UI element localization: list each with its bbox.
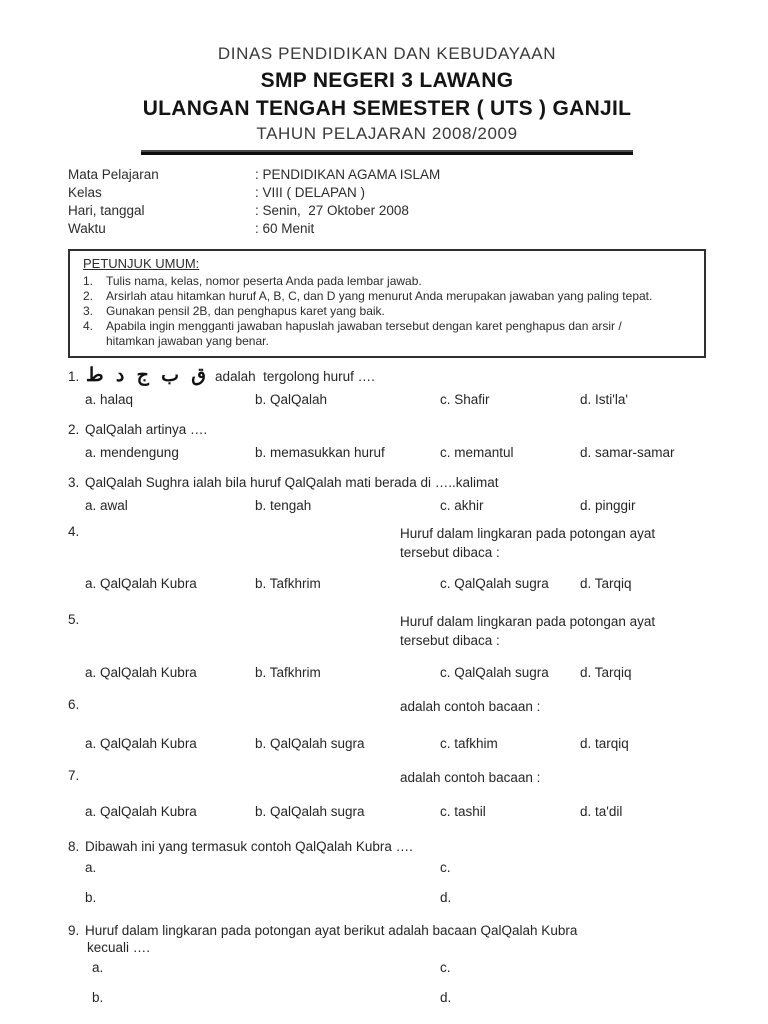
- question-7: [68, 768, 706, 820]
- instruction-item: [83, 289, 696, 304]
- option-d: d. Isti'la': [580, 391, 628, 407]
- option-a: a. mendengung: [85, 444, 179, 460]
- question-text-line2: kecuali ….: [87, 940, 151, 955]
- question-6-stem: [68, 697, 706, 714]
- double-rule-divider: [141, 150, 633, 155]
- exam-title: ULANGAN TENGAH SEMESTER ( UTS ) GANJIL: [142, 97, 632, 120]
- question-side-text: Huruf dalam lingkaran pada potongan ayat tersebut dibaca :: [400, 614, 656, 648]
- question-2: [68, 421, 706, 461]
- instruction-number: 1.: [83, 274, 94, 288]
- question-8-options-row2: [85, 890, 706, 907]
- question-text: adalah tergolong huruf ….: [215, 368, 375, 384]
- option-d: d. tarqiq: [580, 735, 629, 751]
- question-text: QalQalah artinya ….: [85, 422, 208, 437]
- option-a: a. QalQalah Kubra: [85, 735, 197, 751]
- question-7-stem: [68, 768, 706, 785]
- option-a: a. QalQalah Kubra: [85, 664, 197, 680]
- instruction-item: [83, 274, 696, 289]
- question-3-options: [85, 496, 706, 514]
- meta-value: : PENDIDIKAN AGAMA ISLAM: [255, 167, 441, 182]
- option-b: b. Tafkhrim: [255, 664, 321, 680]
- question-7-options: [85, 802, 706, 820]
- option-d: d. ta'dil: [580, 803, 623, 819]
- question-number: 8.: [68, 839, 80, 854]
- question-number: 5.: [68, 612, 80, 627]
- option-b: b. QalQalah sugra: [255, 735, 365, 751]
- question-number: 6.: [68, 697, 80, 712]
- option-d: d.: [440, 990, 452, 1005]
- option-a: a. halaq: [85, 391, 134, 407]
- question-number: 4.: [68, 524, 80, 539]
- option-a: a. QalQalah Kubra: [85, 575, 197, 591]
- question-5-options: [85, 663, 706, 681]
- instruction-item: [83, 319, 696, 349]
- question-1: [68, 363, 706, 408]
- arabic-letters: ق ب ج د ط: [86, 365, 207, 386]
- instructions-box: [68, 249, 706, 358]
- option-b: b. QalQalah sugra: [255, 803, 365, 819]
- exam-meta: [68, 167, 706, 239]
- question-number: 2.: [68, 422, 80, 437]
- question-1-options: [85, 390, 706, 408]
- option-b: b.: [85, 890, 97, 905]
- instruction-number: 2.: [83, 289, 94, 303]
- instructions-title: PETUNJUK UMUM:: [83, 256, 200, 271]
- question-9-options-row2: [92, 990, 706, 1007]
- question-1-stem: [68, 363, 706, 389]
- question-3-stem: [68, 474, 706, 491]
- question-side-text: adalah contoh bacaan :: [400, 699, 541, 714]
- instruction-number: 4.: [83, 319, 94, 333]
- option-d: d. Tarqiq: [580, 664, 632, 680]
- meta-row-duration: [68, 221, 706, 239]
- option-c: c.: [440, 860, 451, 875]
- question-4: [68, 524, 706, 592]
- option-c: c.: [440, 960, 451, 975]
- instruction-text: Gunakan pensil 2B, dan penghapus karet yang baik.: [106, 304, 385, 318]
- meta-label: Mata Pelajaran: [68, 167, 159, 182]
- option-b: b. tengah: [255, 497, 312, 513]
- question-number: 9.: [68, 923, 80, 938]
- option-c: c. memantul: [440, 444, 514, 460]
- question-9-stem: [68, 923, 706, 940]
- instruction-text-line2: hitamkan jawaban yang benar.: [106, 334, 269, 348]
- option-c: c. QalQalah sugra: [440, 575, 549, 591]
- option-b: b. Tafkhrim: [255, 575, 321, 591]
- question-text: QalQalah Sughra ialah bila huruf QalQalah mati berada di …..kalimat: [85, 475, 499, 490]
- option-a: a. QalQalah Kubra: [85, 803, 197, 819]
- option-c: c. tashil: [440, 803, 486, 819]
- instruction-text: Arsirlah atau hitamkan huruf A, B, C, dan D yang menurut Anda merupakan jawaban yang paling tepat.: [106, 289, 653, 303]
- instruction-text: Tulis nama, kelas, nomor peserta Anda pada lembar jawab.: [106, 274, 422, 288]
- option-b: b. memasukkan huruf: [255, 444, 385, 460]
- option-c: c. QalQalah sugra: [440, 664, 549, 680]
- instruction-item: [83, 304, 696, 319]
- question-8-stem: [68, 838, 706, 855]
- question-9-options-row1: [92, 960, 706, 977]
- question-9: [68, 923, 706, 1007]
- question-number: 1.: [68, 368, 80, 384]
- meta-label: Hari, tanggal: [68, 203, 145, 218]
- meta-row-subject: [68, 167, 706, 185]
- meta-value: : 60 Menit: [255, 221, 315, 236]
- option-a: a.: [92, 960, 104, 975]
- question-text: Huruf dalam lingkaran pada potongan ayat berikut adalah bacaan QalQalah Kubra: [85, 923, 578, 938]
- question-8-options-row1: [85, 860, 706, 877]
- option-d: d. pinggir: [580, 497, 636, 513]
- option-d: d.: [440, 890, 452, 905]
- option-a: a.: [85, 860, 97, 875]
- option-b: b. QalQalah: [255, 391, 328, 407]
- instruction-text-line1: Apabila ingin mengganti jawaban hapuslah jawaban tersebut dengan karet penghapus dan arsir /: [106, 319, 622, 333]
- option-d: d. Tarqiq: [580, 575, 632, 591]
- option-a: a. awal: [85, 497, 128, 513]
- option-c: c. Shafir: [440, 391, 490, 407]
- meta-label: Kelas: [68, 185, 102, 200]
- option-b: b.: [92, 990, 104, 1005]
- instruction-number: 3.: [83, 304, 94, 318]
- meta-row-class: [68, 185, 706, 203]
- question-8: [68, 838, 706, 907]
- question-2-stem: [68, 421, 706, 438]
- question-text: Dibawah ini yang termasuk contoh QalQalah Kubra ….: [85, 839, 413, 854]
- question-6: [68, 697, 706, 752]
- department-name: DINAS PENDIDIKAN DAN KEBUDAYAAN: [217, 44, 557, 63]
- meta-row-date: [68, 203, 706, 221]
- question-3: [68, 474, 706, 514]
- option-c: c. akhir: [440, 497, 484, 513]
- academic-year: TAHUN PELAJARAN 2008/2009: [256, 124, 518, 143]
- school-name: SMP NEGERI 3 LAWANG: [260, 69, 514, 92]
- question-2-options: [85, 443, 706, 461]
- meta-value: : Senin, 27 Oktober 2008: [255, 203, 409, 218]
- question-side-text: Huruf dalam lingkaran pada potongan ayat tersebut dibaca :: [400, 526, 656, 560]
- option-c: c. tafkhim: [440, 735, 498, 751]
- question-number: 7.: [68, 768, 80, 783]
- question-4-options: [85, 574, 706, 592]
- questions-section: [68, 363, 706, 1007]
- question-side-text: adalah contoh bacaan :: [400, 770, 541, 785]
- question-4-stem: [68, 524, 706, 562]
- question-number: 3.: [68, 475, 80, 490]
- question-5-stem: [68, 612, 706, 650]
- meta-label: Waktu: [68, 221, 106, 236]
- option-d: d. samar-samar: [580, 444, 675, 460]
- meta-value: : VIII ( DELAPAN ): [255, 185, 366, 200]
- letterhead: [68, 44, 706, 155]
- instruction-text: [106, 319, 696, 349]
- question-5: [68, 612, 706, 681]
- question-6-options: [85, 734, 706, 752]
